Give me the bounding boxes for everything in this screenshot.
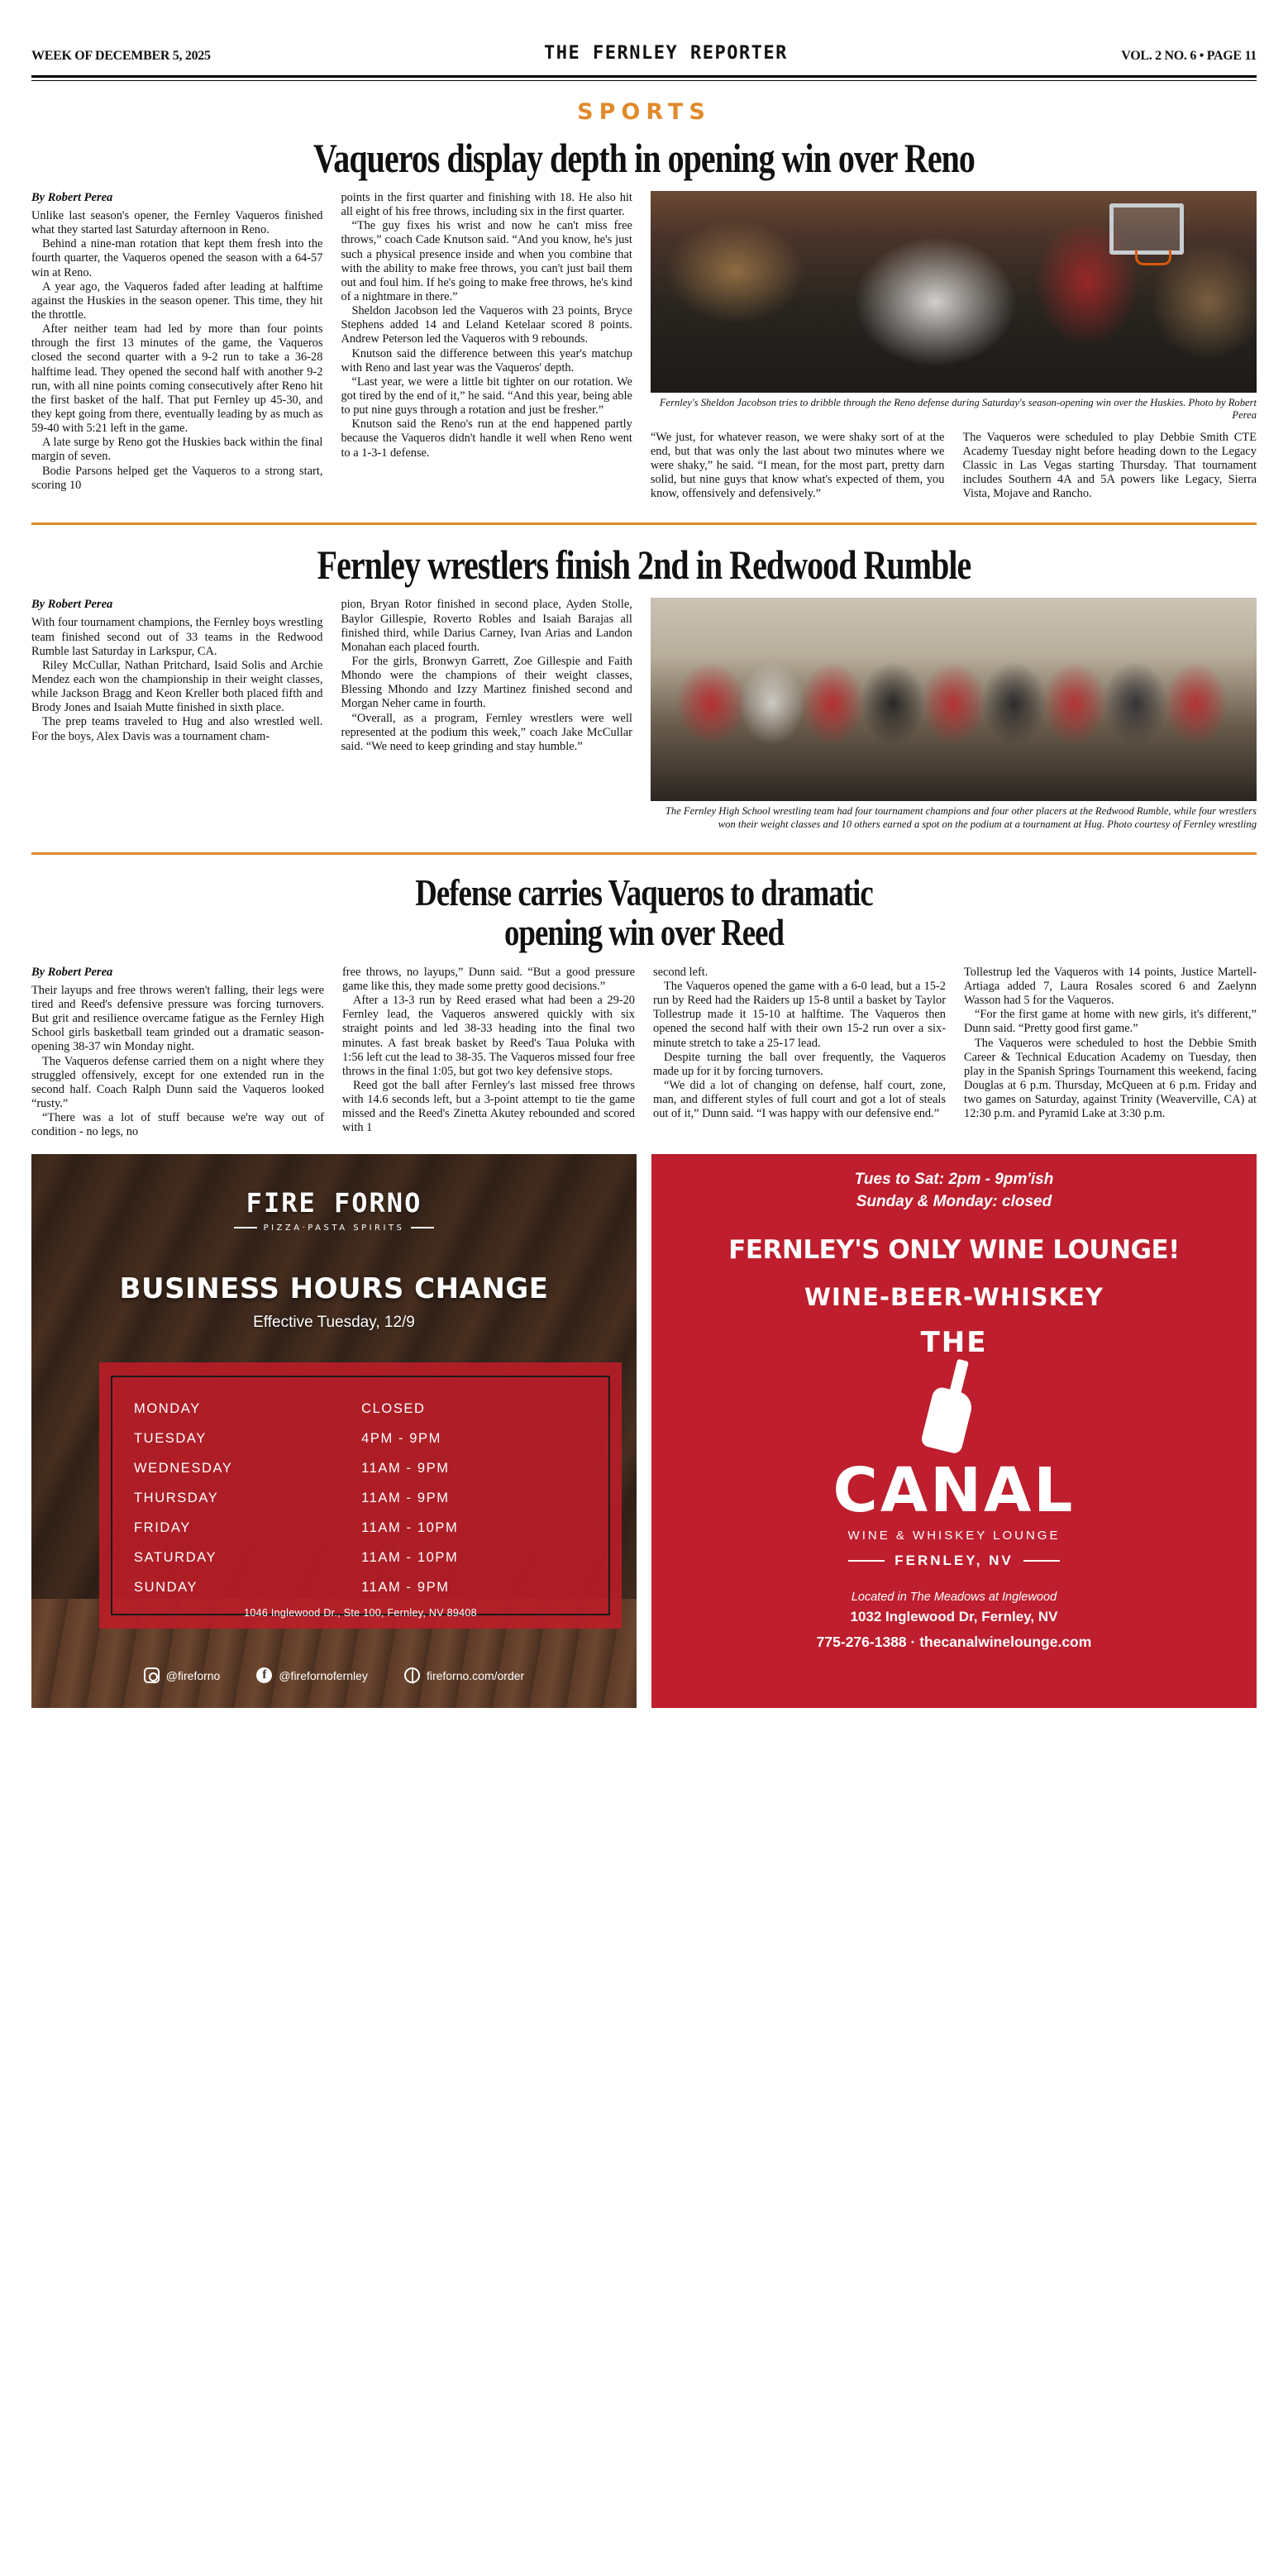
- article2-photo-wrap: [651, 598, 1257, 831]
- article3-paragraph: Reed got the ball after Fernley's last missed free throws with 14.6 seconds left, but a 3-point attempt to tie the game missed and the Reed's Zinetta Akutey rebounded and scored with 1: [342, 1078, 635, 1135]
- article3-paragraph: Their layups and free throws weren't falling, their legs were tired and Reed's defensive pressure was forcing turnovers. But grit and resilience overcame fatigue as the Fernley High School girls basketball team grinded out a dramatic season-opening 38-37 win Monday night.: [31, 983, 324, 1054]
- table-row: [134, 1572, 587, 1602]
- table-row: [134, 1483, 587, 1513]
- article-wrestlers-redwood-rumble: [31, 543, 1257, 831]
- masthead-title: THE FERNLEY REPORTER: [544, 43, 788, 64]
- article1-paragraph: A year ago, the Vaqueros faded after leading at halftime against the Huskies in the season opener. This time, they hit the throttle.: [31, 279, 323, 322]
- fire-forno-logo: FIRE FORNO: [246, 1187, 422, 1219]
- article1-byline: By Robert Perea: [31, 191, 113, 204]
- forno-instagram-link[interactable]: [144, 1667, 221, 1683]
- canal-offerings: WINE-BEER-WHISKEY: [804, 1283, 1104, 1312]
- forno-website-url: fireforno.com/order: [426, 1668, 525, 1682]
- article1-column-2: [341, 191, 632, 501]
- canal-hours: [665, 1169, 1243, 1214]
- article1-headline: Vaqueros display depth in opening win over Reno: [313, 135, 975, 181]
- logo-rule-right: [411, 1227, 434, 1228]
- forno-instagram-handle: @fireforno: [165, 1668, 221, 1682]
- table-row: [134, 1543, 587, 1572]
- article3-paragraph: free throws, no layups,” Dunn said. “But a good pressure game like this, they made some pretty good decisions.”: [342, 965, 635, 993]
- hours-time: 11AM - 9PM: [361, 1579, 450, 1595]
- fire-forno-logo-subtitle: [31, 1224, 637, 1233]
- hours-day: FRIDAY: [134, 1519, 191, 1535]
- article3-paragraph: second left.: [653, 965, 708, 979]
- article1-paragraph: Knutson said the Reno's run at the end happened partly because the Vaqueros didn't handle it well when Reno went to a 1-3-1 defense.: [341, 417, 632, 460]
- article1-paragraph: Knutson said the difference between this year's matchup with Reno and last year was the Vaqueros' depth.: [341, 346, 632, 374]
- hours-time: 11AM - 9PM: [361, 1460, 450, 1476]
- article1-paragraph: “Last year, we were a little bit tighter on our rotation. We got tired by the end of it,” he said. “And this year, being able to put nine guys through a rotation and just be fresher.”: [341, 374, 632, 417]
- article1-paragraph: The Vaqueros were scheduled to play Debbie Smith CTE Academy Tuesday night before heading down to the Legacy Classic in Las Vegas starting Thursday. That tournament includes Southern 4A and 5A powers like Legacy, Sierra Vista, Mojave and Rancho.: [962, 430, 1257, 501]
- article1-column-4: [962, 431, 1257, 502]
- canal-logo-city: [665, 1553, 1243, 1569]
- article1-paragraph: Sheldon Jacobson led the Vaqueros with 23 points, Bryce Stephens added 14 and Leland Ketelaar scored 8 points. Andrew Peterson led the Vaqueros with 9 rebounds.: [341, 304, 632, 346]
- forno-address: 1046 Inglewood Dr., Ste 100, Fernley, NV 89408: [244, 1607, 477, 1620]
- article3-headline: [154, 873, 1134, 952]
- article3-column-1: [31, 966, 324, 1140]
- article3-paragraph: “For the first game at home with new girls, it's different,” Dunn said. “Pretty good first game.”: [964, 1008, 1257, 1036]
- article2-column-1: [31, 598, 322, 831]
- advertisements: [31, 1154, 1257, 1708]
- article3-column-4: [964, 966, 1257, 1140]
- canal-phone-website[interactable]: 775-276-1388 · thecanalwinelounge.com: [816, 1634, 1092, 1651]
- masthead-volume-page: VOL. 2 NO. 6 • PAGE 11: [1121, 49, 1257, 63]
- canal-logo-the: THE: [920, 1326, 988, 1360]
- article-defense-carries-vaqueros: [31, 873, 1257, 1139]
- canal-city-label: FERNLEY, NV: [894, 1553, 1014, 1569]
- hours-day: SUNDAY: [134, 1579, 198, 1595]
- article3-headline-line1: Defense carries Vaqueros to dramatic: [415, 871, 873, 914]
- table-row: [134, 1513, 587, 1543]
- article3-paragraph: After a 13-3 run by Reed erased what had been a 29-20 Fernley lead, the Vaqueros answered quickly with six straight points and led 38-33 heading into the final two minutes. A fast break basket by Reed's Taua Poluka with 1:56 left cut the lead to 38-35. The Vaqueros missed four free throws in the final 1:05, but got two key defensive stops.: [342, 994, 635, 1078]
- article3-paragraph: “There was a lot of stuff because we're way out of condition - no legs, no: [31, 1111, 324, 1139]
- forno-social-links: [31, 1667, 637, 1683]
- basketball-hoop-icon: [1109, 203, 1184, 255]
- hours-day: WEDNESDAY: [134, 1460, 233, 1476]
- article3-paragraph: The Vaqueros were scheduled to host the Debbie Smith Career & Technical Education Academy on Tuesday, then play in the Spanish Springs Tournament this weekend, facing Douglas at 6 p.m. Thursday, McQueen at 6 p.m. Friday and two games on Saturday, against Trinity (Weaverville, CA) at 12:30 p.m. and Pyramid Lake at 3:30 p.m.: [964, 1036, 1257, 1121]
- canal-logo-subtitle: WINE & WHISKEY LOUNGE: [847, 1529, 1061, 1543]
- forno-ad-effective-date: Effective Tuesday, 12/9: [253, 1314, 415, 1332]
- article2-paragraph: With four tournament champions, the Fernley boys wrestling team finished second out of 33 teams in the Redwood Rumble last Saturday in Larkspur, CA.: [31, 616, 323, 658]
- article1-paragraph: “The guy fixes his wrist and now he can't miss free throws,” coach Cade Knutson said. “And you know, he's just such a physical presence inside and when you combine that with the ability to make free throws, you can't just bail them out and foul him. If he's going to make free throws, he's kind of a nightmare in there.”: [341, 219, 632, 303]
- article3-paragraph: Tollestrup led the Vaqueros with 14 points, Justice Martell-Artiaga added 7, Laura Rosales scored 6 and Zaelynn Wasson had 5 for the Vaqueros.: [964, 965, 1257, 1008]
- logo-rule-left: [234, 1227, 257, 1228]
- article2-paragraph: “Overall, as a program, Fernley wrestlers were well represented at the podium this week,” coach Jake McCullar said. “We need to keep grinding and stay humble.”: [341, 711, 632, 753]
- canal-tagline: FERNLEY'S ONLY WINE LOUNGE!: [728, 1235, 1180, 1266]
- city-rule-left: [848, 1560, 885, 1562]
- article3-byline: By Robert Perea: [31, 965, 113, 979]
- hours-day: MONDAY: [134, 1400, 201, 1416]
- hours-day: SATURDAY: [134, 1549, 217, 1565]
- masthead-rule-thick: [31, 75, 1257, 78]
- forno-hours-table: [134, 1394, 587, 1602]
- forno-facebook-handle: @firefornofernley: [279, 1668, 368, 1682]
- article1-photo-wrap: [651, 191, 1257, 422]
- masthead-date: WEEK OF DECEMBER 5, 2025: [31, 49, 211, 63]
- article3-headline-line2: opening win over Reed: [504, 910, 784, 953]
- article2-photo-caption: The Fernley High School wrestling team had four tournament champions and four other placers at the Redwood Rumble, while four wrestlers won their weight classes and 10 others earned a spot on the podium at a tournament at Hug. Photo courtesy of Fernley wrestling: [665, 805, 1257, 830]
- ad-canal-wine-lounge[interactable]: [651, 1154, 1257, 1708]
- forno-website-link[interactable]: [404, 1667, 524, 1683]
- article2-paragraph: Riley McCullar, Nathan Pritchard, Isaid Solis and Archie Mendez each won the championship in their weight classes, while Jackson Bragg and Keon Kreller both placed fifth and Brody Jones and Isaiah Mutte finished in sixth place.: [31, 658, 323, 715]
- article1-paragraph: “We just, for whatever reason, we were shaky sort of at the end, but that was only the last about two minutes where we were shaky,” he said. “I mean, for the most part, pretty darn solid, but nine guys that know what's expected of them, you know, offensively and defensively.”: [650, 430, 945, 501]
- article3-column-2: [342, 966, 635, 1140]
- article-vaqueros-opening-win: [31, 136, 1257, 501]
- article2-headline: Fernley wrestlers finish 2nd in Redwood Rumble: [317, 541, 971, 589]
- article2-paragraph: The prep teams traveled to Hug and also wrestled well. For the boys, Alex Davis was a tournament cham-: [31, 715, 323, 743]
- globe-icon: [404, 1667, 420, 1683]
- hours-time: CLOSED: [361, 1400, 426, 1416]
- wine-bottle-icon: [923, 1359, 985, 1458]
- article1-photo-caption: Fernley's Sheldon Jacobson tries to dribble through the Reno defense during Saturday's season-opening win over the Huskies. Photo by Robert Perea: [659, 397, 1257, 422]
- article2-paragraph: pion, Bryan Rotor finished in second place, Ayden Stolle, Baylor Gillespie, Roverto Robles and Isaiah Barajas all finished third, while Darius Carney, Ivan Arias and Landon Monahan each placed fourth.: [341, 598, 632, 654]
- masthead-rule-thin: [31, 80, 1257, 81]
- hours-day: THURSDAY: [134, 1490, 219, 1505]
- article3-column-3: [653, 966, 946, 1140]
- canal-hours-line1: Tues to Sat: 2pm - 9pm'ish: [854, 1171, 1054, 1189]
- hours-time: 11AM - 10PM: [361, 1519, 459, 1535]
- article1-photo-and-columns: [651, 191, 1257, 501]
- article1-paragraph: After neither team had led by more than four points through the first 13 minutes of the game, the Vaqueros closed the second quarter with a 9-2 run to take a 36-28 halftime lead. They opened the second half with another 9-2 run, with all nine points coming consecutively after Reno hit the first basket of the half. That put Fernley up 45-30, and they kept going from there, eventually leading by as much as 59-40 with 5:21 left in the game.: [31, 322, 323, 436]
- article2-paragraph: For the girls, Bronwyn Garrett, Zoe Gillespie and Faith Mhondo were the champions of their weight classes, Blessing Mhondo and Izzy Martinez finished second and Morgan Neher came in fourth.: [341, 654, 632, 711]
- canal-logo: [665, 1326, 1243, 1569]
- forno-facebook-link[interactable]: [256, 1667, 368, 1683]
- canal-hours-line2: Sunday & Monday: closed: [856, 1193, 1052, 1211]
- city-rule-right: [1023, 1560, 1060, 1562]
- article1-paragraph: A late surge by Reno got the Huskies back within the final margin of seven.: [31, 436, 323, 464]
- article2-byline: By Robert Perea: [31, 598, 113, 612]
- masthead: [25, 0, 1263, 72]
- fire-forno-tagline: PIZZA·PASTA SPIRITS: [263, 1224, 405, 1233]
- article2-column-2: [341, 598, 632, 831]
- section-divider-2: [31, 852, 1257, 855]
- canal-logo-name: CANAL: [832, 1455, 1076, 1527]
- section-divider-1: [31, 522, 1257, 525]
- facebook-icon: f: [256, 1667, 272, 1683]
- forno-ad-title: BUSINESS HOURS CHANGE: [119, 1272, 549, 1306]
- section-label-sports: SPORTS: [577, 99, 711, 125]
- hours-time: 4PM - 9PM: [361, 1430, 442, 1446]
- article1-column-1: [31, 191, 322, 501]
- table-row: [134, 1424, 587, 1453]
- table-row: [134, 1394, 587, 1424]
- ad-fire-forno[interactable]: [31, 1154, 637, 1708]
- table-row: [134, 1453, 587, 1483]
- wrestling-team-photo: [651, 598, 1257, 801]
- article3-paragraph: The Vaqueros opened the game with a 6-0 lead, but a 15-2 run by Reed had the Raiders up 15-8 until a basket by Taylor Tollestrup made it 15-10 at halftime. The Vaqueros then opened the second half with their own 15-2 run over a six-minute stretch to take a 25-17 lead.: [653, 979, 946, 1050]
- canal-located-text: Located in The Meadows at Inglewood: [851, 1591, 1057, 1605]
- article1-paragraph: Unlike last season's opener, the Fernley Vaqueros finished what they started last Saturday afternoon in Reno.: [31, 209, 323, 237]
- forno-hours-inner-frame: [111, 1376, 610, 1620]
- basketball-game-photo: [651, 191, 1257, 393]
- instagram-icon: [144, 1667, 160, 1683]
- article3-paragraph: Despite turning the ball over frequently, the Vaqueros made up for it by forcing turnovers.: [653, 1050, 946, 1078]
- forno-hours-panel: [99, 1362, 622, 1629]
- hours-time: 11AM - 10PM: [361, 1549, 459, 1565]
- hours-day: TUESDAY: [134, 1430, 207, 1446]
- article1-column-3: [651, 431, 945, 502]
- article3-paragraph: The Vaqueros defense carried them on a night where they struggled offensively, except for one extended run in the second half. Coach Ralph Dunn said the Vaqueros looked “rusty.”: [31, 1054, 324, 1110]
- canal-address: 1032 Inglewood Dr, Fernley, NV: [850, 1609, 1058, 1625]
- hours-time: 11AM - 9PM: [361, 1490, 450, 1505]
- article1-paragraph: Bodie Parsons helped get the Vaqueros to a strong start, scoring 10: [31, 464, 323, 492]
- article1-paragraph: Behind a nine-man rotation that kept them fresh into the fourth quarter, the Vaqueros opened the season with a 64-57 win at Reno.: [31, 237, 323, 279]
- article3-paragraph: “We did a lot of changing on defense, half court, zone, man, and different styles of full court and got a lot of steals out of it,” Dunn said. “I was happy with our defensive end.”: [653, 1078, 946, 1121]
- article1-paragraph: points in the first quarter and finishing with 18. He also hit all eight of his free throws, including six in the first quarter.: [341, 191, 632, 219]
